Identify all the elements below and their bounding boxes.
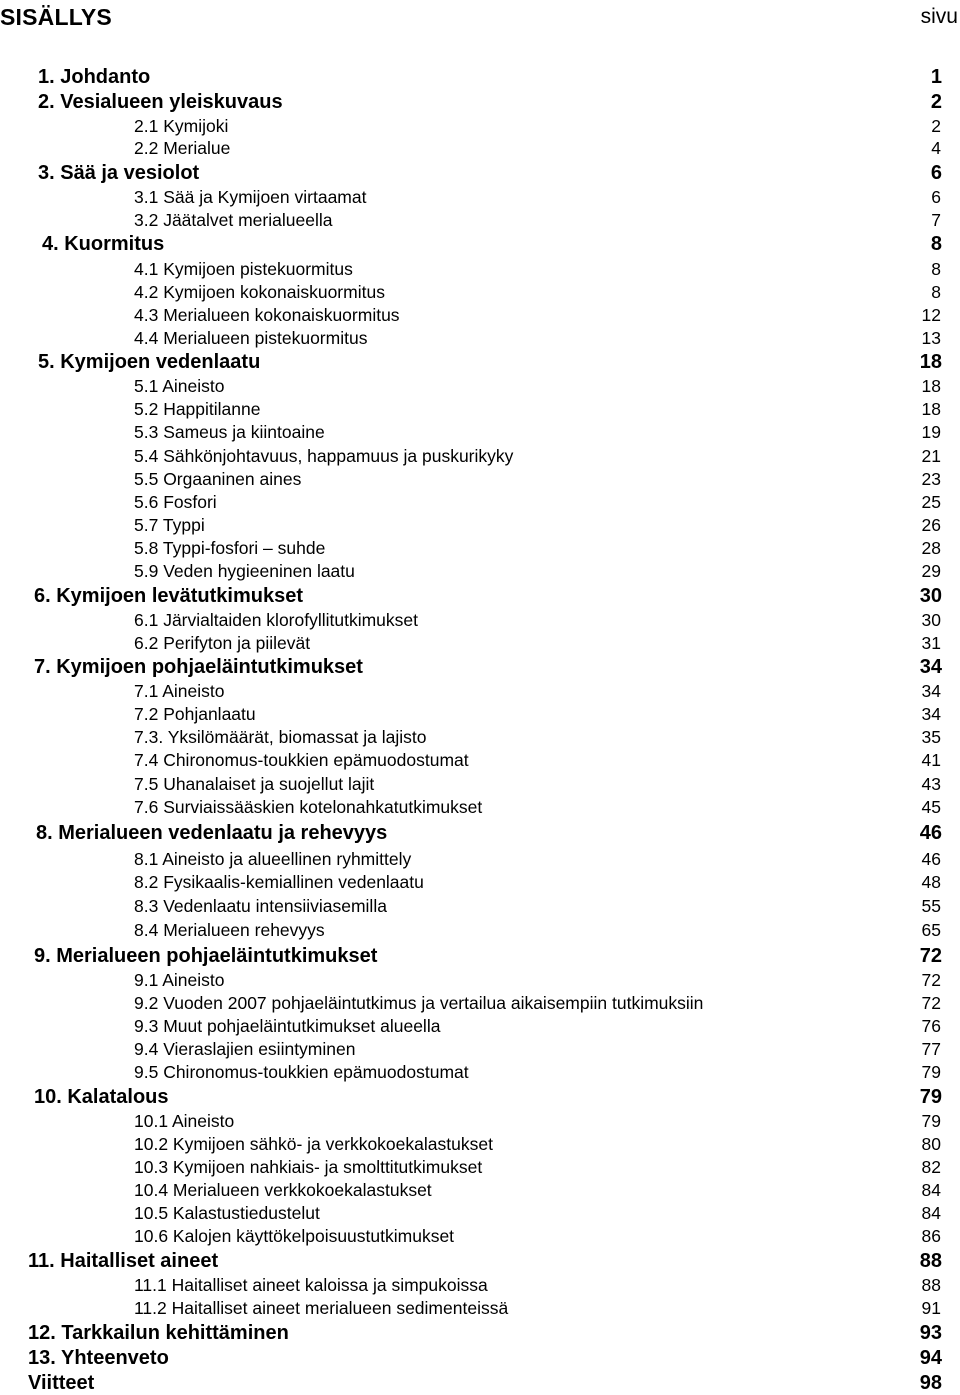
toc-entry-title: 10.6 Kalojen käyttökelpoisuustutkimukset — [134, 1226, 455, 1246]
toc-entry-title: 4. Kuormitus — [42, 233, 165, 255]
toc-entry-page: 80 — [921, 1134, 941, 1154]
toc-entry-title: 5.5 Orgaaninen aines — [134, 469, 302, 489]
toc-entry-title: 2.1 Kymijoki — [134, 116, 229, 136]
toc-entry-title: 10.1 Aineisto — [134, 1111, 235, 1131]
toc-entry-page: 29 — [921, 561, 941, 581]
toc-entry-title: 7.5 Uhanalaiset ja suojellut lajit — [134, 774, 375, 794]
toc-entry-page: 76 — [921, 1016, 941, 1036]
toc-entry-title: 5.1 Aineisto — [134, 376, 225, 396]
toc-entry-page: 72 — [921, 970, 941, 990]
toc-entry-page: 28 — [921, 538, 941, 558]
toc-entry-page: 41 — [921, 750, 941, 770]
toc-entry-page: 26 — [921, 515, 941, 535]
toc-entry-page: 88 — [921, 1275, 941, 1295]
toc-entry-page: 12 — [921, 305, 941, 325]
toc-entry-title: 5.8 Typpi-fosfori – suhde — [134, 538, 326, 558]
toc-entry-page: 93 — [919, 1322, 942, 1344]
toc-entry-page: 46 — [921, 849, 941, 869]
toc-entry-page: 77 — [921, 1039, 941, 1059]
toc-entry-page: 34 — [921, 681, 941, 701]
toc-entry-title: 5.6 Fosfori — [134, 492, 217, 512]
toc-entry-title: 9.1 Aineisto — [134, 970, 225, 990]
toc-entry-title: 8.2 Fysikaalis-kemiallinen vedenlaatu — [134, 872, 424, 892]
toc-entry-page: 18 — [919, 351, 942, 373]
toc-entry-page: 30 — [921, 610, 941, 630]
toc-entry-title: 7.2 Pohjanlaatu — [134, 704, 256, 724]
toc-entry-title: 9.4 Vieraslajien esiintyminen — [134, 1039, 356, 1059]
toc-entry-title: 7.3. Yksilömäärät, biomassat ja lajisto — [134, 727, 427, 747]
toc-entry-page: 82 — [921, 1157, 941, 1177]
toc-entry-page: 1 — [930, 66, 942, 88]
toc-entry-page: 91 — [921, 1298, 941, 1318]
toc-entry-page: 18 — [921, 399, 941, 419]
toc-entry-title: 5. Kymijoen vedenlaatu — [38, 351, 261, 373]
toc-entry-title: 3. Sää ja vesiolot — [38, 162, 200, 184]
toc-entry-title: 10. Kalatalous — [34, 1086, 169, 1108]
toc-entry-title: 1. Johdanto — [38, 66, 151, 88]
toc-entry-page: 19 — [921, 422, 941, 442]
toc-entry-title: 13. Yhteenveto — [28, 1347, 169, 1369]
toc-entry-title: 7. Kymijoen pohjaeläintutkimukset — [34, 656, 363, 678]
toc-entry-title: 5.3 Sameus ja kiintoaine — [134, 422, 325, 442]
toc-entry-title: 11. Haitalliset aineet — [28, 1250, 219, 1272]
toc-entry-title: 4.4 Merialueen pistekuormitus — [134, 328, 368, 348]
toc-entry-page: 6 — [930, 162, 942, 184]
toc-entry-page: 34 — [921, 704, 941, 724]
toc-entry-page: 79 — [921, 1111, 941, 1131]
toc-entry-page: 8 — [930, 233, 942, 255]
toc-entry-title: Viitteet — [28, 1372, 95, 1394]
toc-entry-title: 9.2 Vuoden 2007 pohjaeläintutkimus ja vertailua aikaisempiin tutkimuksiin — [134, 993, 704, 1013]
toc-entry-title: 5.7 Typpi — [134, 515, 205, 535]
toc-entry-page: 72 — [919, 945, 942, 967]
toc-entry-title: 2.2 Merialue — [134, 138, 231, 158]
toc-entry-page: 13 — [921, 328, 941, 348]
toc-entry-page: 25 — [921, 492, 941, 512]
toc-entry-title: 4.3 Merialueen kokonaiskuormitus — [134, 305, 400, 325]
toc-entry-page: 35 — [921, 727, 941, 747]
toc-entry-title: 4.1 Kymijoen pistekuormitus — [134, 259, 353, 279]
toc-entry-page: 79 — [921, 1062, 941, 1082]
toc-entry-title: 5.2 Happitilanne — [134, 399, 261, 419]
toc-entry-page: 88 — [919, 1250, 942, 1272]
toc-entry-title: 6.2 Perifyton ja piilevät — [134, 633, 311, 653]
toc-entry-page: 84 — [921, 1180, 941, 1200]
toc-entry-title: 7.4 Chironomus-toukkien epämuodostumat — [134, 750, 469, 770]
toc-entry-page: 8 — [931, 259, 941, 279]
toc-entry-title: 10.4 Merialueen verkkokoekalastukset — [134, 1180, 432, 1200]
toc-entry-title: 10.3 Kymijoen nahkiais- ja smolttitutkimukset — [134, 1157, 483, 1177]
toc-entry-title: 4.2 Kymijoen kokonaiskuormitus — [134, 282, 385, 302]
toc-entry-title: 9.5 Chironomus-toukkien epämuodostumat — [134, 1062, 469, 1082]
page-column-label: sivu — [920, 5, 958, 28]
toc-entry-page: 65 — [921, 920, 941, 940]
toc-entry-page: 8 — [931, 282, 941, 302]
toc-entry-page: 2 — [930, 91, 942, 113]
toc-entry-title: 10.5 Kalastustiedustelut — [134, 1203, 320, 1223]
toc-entry-page: 94 — [919, 1347, 942, 1369]
toc-entry-title: 5.9 Veden hygieeninen laatu — [134, 561, 355, 581]
toc-entry-page: 7 — [931, 210, 941, 230]
toc-entry-title: 8.4 Merialueen rehevyys — [134, 920, 325, 940]
toc-entry-page: 46 — [919, 822, 942, 844]
toc-entry-page: 30 — [919, 585, 942, 607]
toc-entry-title: 8.3 Vedenlaatu intensiiviasemilla — [134, 896, 387, 916]
toc-entry-page: 18 — [921, 376, 941, 396]
toc-entry-title: 7.6 Surviaissääskien kotelonahkatutkimukset — [134, 797, 483, 817]
toc-entry-title: 3.2 Jäätalvet merialueella — [134, 210, 333, 230]
toc-entry-title: 6.1 Järvialtaiden klorofyllitutkimukset — [134, 610, 419, 630]
toc-entry-page: 43 — [921, 774, 941, 794]
toc-entry-title: 12. Tarkkailun kehittäminen — [28, 1322, 289, 1344]
toc-heading: SISÄLLYS — [0, 4, 112, 30]
toc-entry-title: 10.2 Kymijoen sähkö- ja verkkokoekalastukset — [134, 1134, 493, 1154]
toc-entry-title: 8.1 Aineisto ja alueellinen ryhmittely — [134, 849, 412, 869]
toc-entry-page: 79 — [919, 1086, 942, 1108]
toc-entry-page: 86 — [921, 1226, 941, 1246]
toc-entry-page: 2 — [931, 116, 941, 136]
toc-entry-page: 34 — [919, 656, 942, 678]
toc-entry-page: 48 — [921, 872, 941, 892]
toc-entry-page: 23 — [921, 469, 941, 489]
toc-entry-title: 9. Merialueen pohjaeläintutkimukset — [34, 945, 378, 967]
toc-entry-title: 3.1 Sää ja Kymijoen virtaamat — [134, 187, 367, 207]
toc-entry-page: 6 — [931, 187, 941, 207]
toc-entry-title: 2. Vesialueen yleiskuvaus — [38, 91, 283, 113]
toc-entry-page: 45 — [921, 797, 941, 817]
toc-entry-title: 5.4 Sähkönjohtavuus, happamuus ja puskurikyky — [134, 446, 514, 466]
toc-entry-page: 72 — [921, 993, 941, 1013]
toc-entry-page: 84 — [921, 1203, 941, 1223]
toc-entry-page: 31 — [921, 633, 941, 653]
toc-entry-page: 98 — [919, 1372, 942, 1394]
toc-entry-page: 4 — [931, 138, 941, 158]
toc-entry-title: 11.1 Haitalliset aineet kaloissa ja simpukoissa — [134, 1275, 488, 1295]
toc-entry-title: 9.3 Muut pohjaeläintutkimukset alueella — [134, 1016, 441, 1036]
toc-entry-title: 8. Merialueen vedenlaatu ja rehevyys — [36, 822, 388, 844]
toc-entry-title: 11.2 Haitalliset aineet merialueen sedimenteissä — [134, 1298, 509, 1318]
toc-entry-title: 7.1 Aineisto — [134, 681, 225, 701]
toc-entry-title: 6. Kymijoen levätutkimukset — [34, 585, 303, 607]
toc-entry-page: 21 — [921, 446, 941, 466]
toc-entry-page: 55 — [921, 896, 941, 916]
